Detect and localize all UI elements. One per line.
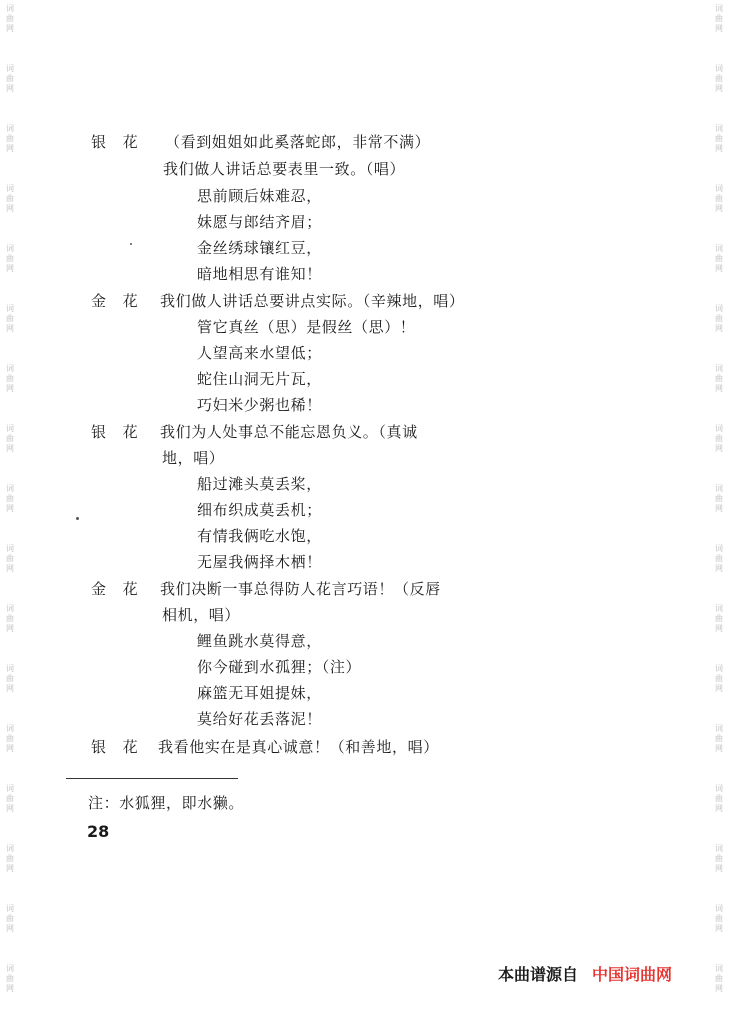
watermark-glyph: 词 <box>6 364 14 373</box>
watermark-glyph: 网 <box>6 984 14 993</box>
watermark-glyph: 曲 <box>715 74 723 83</box>
watermark-glyph: 词 <box>715 964 723 973</box>
watermark-glyphs <box>713 604 725 634</box>
watermark-glyph: 曲 <box>715 314 723 323</box>
watermark-glyphs <box>4 544 16 574</box>
watermark-glyph: 曲 <box>6 734 14 743</box>
watermark-glyphs <box>713 784 725 814</box>
watermark-glyph: 曲 <box>6 674 14 683</box>
watermark-glyph: 曲 <box>6 614 14 623</box>
watermark-glyph: 曲 <box>6 854 14 863</box>
watermark-glyph: 网 <box>6 864 14 873</box>
speaker-char: 金 <box>91 580 107 598</box>
watermark-glyph: 词 <box>6 424 14 433</box>
watermark-glyph: 曲 <box>6 134 14 143</box>
verse-line: 你今碰到水孤狸；（注） <box>197 658 362 676</box>
watermark-glyphs <box>4 304 16 334</box>
watermark-glyph: 曲 <box>6 314 14 323</box>
watermark-glyph: 网 <box>715 204 723 213</box>
verse-line: 妹愿与郎结齐眉； <box>197 213 322 231</box>
watermark-glyph: 词 <box>6 784 14 793</box>
watermark-glyphs <box>713 724 725 754</box>
watermark-glyph: 曲 <box>715 914 723 923</box>
watermark-glyphs <box>713 904 725 934</box>
verse-line: 细布织成莫丢机； <box>197 501 322 519</box>
watermark-glyph: 网 <box>715 264 723 273</box>
watermark-glyph: 网 <box>6 24 14 33</box>
footnote: 注：水狐狸，即水獭。 <box>88 794 245 812</box>
watermark-glyph: 词 <box>715 184 723 193</box>
speaker-char: 花 <box>122 738 139 756</box>
dialogue-line: 地，唱） <box>162 449 225 467</box>
watermark-glyph: 网 <box>715 984 723 993</box>
watermark-glyph: 网 <box>6 624 14 633</box>
watermark-glyph: 曲 <box>6 14 14 23</box>
watermark-glyph: 曲 <box>715 254 723 263</box>
watermark-glyphs <box>4 604 16 634</box>
watermark-glyph: 网 <box>6 684 14 693</box>
speaker-char: 花 <box>122 292 139 310</box>
watermark-glyphs <box>4 484 16 514</box>
watermark-glyphs <box>713 964 725 994</box>
watermark-glyph: 词 <box>6 304 14 313</box>
watermark-glyph: 曲 <box>6 974 14 983</box>
watermark-glyph: 网 <box>715 564 723 573</box>
watermark-glyphs <box>4 904 16 934</box>
watermark-glyph: 词 <box>715 304 723 313</box>
watermark-glyphs <box>4 844 16 874</box>
watermark-glyph: 词 <box>715 244 723 253</box>
watermark-glyph: 词 <box>6 964 14 973</box>
watermark-glyphs <box>4 4 16 34</box>
watermark-glyph: 词 <box>715 64 723 73</box>
watermark-glyph: 词 <box>6 184 14 193</box>
watermark-glyphs <box>4 784 16 814</box>
scan-speck <box>130 243 132 245</box>
watermark-glyph: 曲 <box>6 494 14 503</box>
watermark-glyph: 网 <box>715 624 723 633</box>
watermark-glyph: 网 <box>715 684 723 693</box>
watermark-glyph: 网 <box>715 864 723 873</box>
verse-line: 金丝绣球镶红豆， <box>197 239 322 257</box>
watermark-glyph: 词 <box>715 904 723 913</box>
page-number: 28 <box>87 822 110 841</box>
watermark-glyph: 网 <box>715 924 723 933</box>
speaker-name <box>91 578 138 599</box>
verse-line: 巧妇米少粥也稀！ <box>197 396 322 414</box>
watermark-glyph: 曲 <box>6 914 14 923</box>
watermark-glyph: 曲 <box>6 374 14 383</box>
speaker-char: 银 <box>91 738 107 756</box>
watermark-glyphs <box>713 184 725 214</box>
watermark-glyph: 网 <box>6 204 14 213</box>
watermark-glyph: 网 <box>6 504 14 513</box>
watermark-glyph: 曲 <box>715 974 723 983</box>
watermark-glyphs <box>4 124 16 154</box>
watermark-glyphs <box>4 724 16 754</box>
watermark-glyph: 词 <box>715 784 723 793</box>
watermark-glyph: 词 <box>6 244 14 253</box>
watermark-glyph: 曲 <box>715 434 723 443</box>
watermark-glyph: 曲 <box>715 14 723 23</box>
watermark-glyph: 网 <box>6 264 14 273</box>
watermark-glyph: 词 <box>715 604 723 613</box>
dialogue-line: 我们做人讲话总要表里一致。（唱） <box>163 160 406 178</box>
speaker-char: 花 <box>122 133 139 151</box>
footnote-divider <box>66 778 238 779</box>
watermark-glyph: 曲 <box>6 194 14 203</box>
watermark-glyphs <box>4 364 16 394</box>
watermark-glyph: 曲 <box>715 614 723 623</box>
scan-speck <box>76 517 79 520</box>
watermark-glyph: 网 <box>715 744 723 753</box>
watermark-glyph: 网 <box>715 504 723 513</box>
watermark-glyph: 网 <box>715 144 723 153</box>
verse-line: 鲤鱼跳水莫得意， <box>197 632 322 650</box>
watermark-glyph: 网 <box>6 564 14 573</box>
source-brand: 中国词曲网 <box>592 965 673 984</box>
watermark-glyphs <box>713 664 725 694</box>
speaker-name <box>91 290 138 311</box>
watermark-glyphs <box>713 4 725 34</box>
watermark-glyph: 网 <box>6 144 14 153</box>
watermark-glyph: 网 <box>6 804 14 813</box>
watermark-glyph: 词 <box>6 544 14 553</box>
source-credit <box>498 962 672 985</box>
watermark-glyph: 词 <box>6 724 14 733</box>
watermark-glyph: 词 <box>6 484 14 493</box>
verse-line: 麻篮无耳姐提妹， <box>197 684 322 702</box>
watermark-glyph: 曲 <box>715 374 723 383</box>
watermark-glyph: 曲 <box>6 794 14 803</box>
watermark-glyph: 词 <box>715 544 723 553</box>
verse-line: 船过滩头莫丢桨， <box>197 475 322 493</box>
watermark-glyphs <box>713 124 725 154</box>
speaker-name <box>91 736 138 757</box>
dialogue-line: 我看他实在是真心诚意！（和善地，唱） <box>158 738 439 756</box>
verse-line: 有情我俩吃水饱， <box>197 527 322 545</box>
watermark-glyph: 词 <box>715 484 723 493</box>
watermark-glyphs <box>713 364 725 394</box>
watermark-glyph: 词 <box>715 664 723 673</box>
watermark-glyph: 网 <box>6 324 14 333</box>
watermark-glyph: 曲 <box>715 194 723 203</box>
verse-line: 暗地相思有谁知！ <box>197 265 322 283</box>
watermark-glyph: 网 <box>715 84 723 93</box>
watermark-glyph: 词 <box>6 904 14 913</box>
watermark-glyph: 词 <box>6 664 14 673</box>
watermark-glyphs <box>4 184 16 214</box>
watermark-glyph: 曲 <box>6 434 14 443</box>
watermark-glyph: 词 <box>6 604 14 613</box>
watermark-glyph: 词 <box>715 364 723 373</box>
dialogue-line: 我们做人讲话总要讲点实际。（辛辣地，唱） <box>160 292 465 310</box>
speaker-name <box>91 131 138 152</box>
watermark-glyph: 网 <box>715 324 723 333</box>
watermark-glyphs <box>713 304 725 334</box>
dialogue-line: 相机，唱） <box>162 606 241 624</box>
watermark-glyph: 曲 <box>6 554 14 563</box>
watermark-glyph: 词 <box>715 724 723 733</box>
watermark-glyph: 词 <box>715 4 723 13</box>
verse-line: 思前顾后妹难忍， <box>197 187 322 205</box>
watermark-glyph: 曲 <box>715 494 723 503</box>
watermark-glyph: 词 <box>6 844 14 853</box>
speaker-char: 金 <box>91 292 107 310</box>
watermark-glyphs <box>713 244 725 274</box>
watermark-glyph: 曲 <box>6 254 14 263</box>
watermark-glyphs <box>4 244 16 274</box>
watermark-glyphs <box>713 544 725 574</box>
watermark-glyph: 曲 <box>6 74 14 83</box>
watermark-glyph: 词 <box>715 124 723 133</box>
watermark-glyph: 曲 <box>715 854 723 863</box>
dialogue-line: 我们为人处事总不能忘恩负义。（真诚 <box>160 423 418 441</box>
watermark-glyph: 曲 <box>715 674 723 683</box>
verse-line: 莫给好花丢落泥！ <box>197 710 322 728</box>
verse-line: 无屋我俩择木栖！ <box>197 553 322 571</box>
watermark-glyph: 曲 <box>715 734 723 743</box>
watermark-glyph: 网 <box>715 24 723 33</box>
watermark-glyph: 曲 <box>715 134 723 143</box>
watermark-glyph: 网 <box>6 444 14 453</box>
watermark-glyphs <box>4 664 16 694</box>
watermark-glyph: 曲 <box>715 794 723 803</box>
watermark-glyphs <box>713 424 725 454</box>
verse-line: 蛇住山洞无片瓦， <box>197 370 322 388</box>
watermark-glyphs <box>4 424 16 454</box>
speaker-char: 花 <box>122 423 139 441</box>
source-prefix: 本曲谱源自 <box>498 965 579 984</box>
watermark-glyphs <box>4 964 16 994</box>
dialogue-line: 我们决断一事总得防人花言巧语！（反唇 <box>160 580 441 598</box>
verse-line: 人望高来水望低； <box>197 344 322 362</box>
speaker-name <box>91 421 138 442</box>
watermark-glyphs <box>713 844 725 874</box>
watermark-glyph: 网 <box>6 924 14 933</box>
watermark-glyph: 网 <box>715 384 723 393</box>
watermark-glyphs <box>713 484 725 514</box>
watermark-glyph: 曲 <box>715 554 723 563</box>
verse-line: 管它真丝（思）是假丝（思）！ <box>197 318 416 336</box>
watermark-glyph: 词 <box>6 4 14 13</box>
speaker-char: 银 <box>91 133 107 151</box>
watermark-glyph: 词 <box>715 424 723 433</box>
watermark-glyphs <box>4 64 16 94</box>
watermark-glyph: 词 <box>6 124 14 133</box>
speaker-char: 银 <box>91 423 107 441</box>
watermark-glyph: 网 <box>6 384 14 393</box>
watermark-glyph: 网 <box>715 444 723 453</box>
watermark-glyph: 词 <box>6 64 14 73</box>
watermark-glyph: 网 <box>6 744 14 753</box>
watermark-glyphs <box>713 64 725 94</box>
watermark-glyph: 词 <box>715 844 723 853</box>
dialogue-line: （看到姐姐如此奚落蛇郎，非常不满） <box>165 133 431 151</box>
watermark-glyph: 网 <box>715 804 723 813</box>
speaker-char: 花 <box>122 580 139 598</box>
watermark-glyph: 网 <box>6 84 14 93</box>
